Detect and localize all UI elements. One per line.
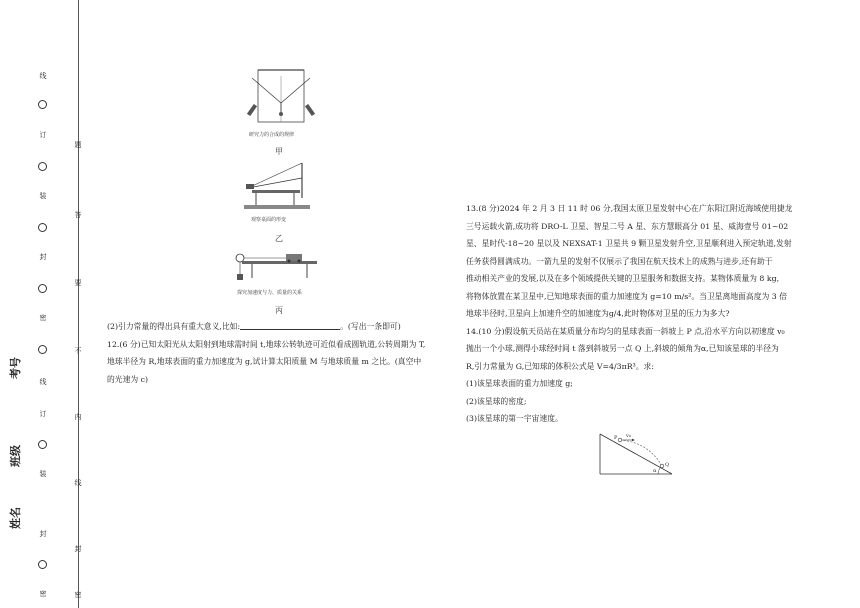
binding-margin <box>0 0 90 608</box>
acceleration-experiment-figure <box>232 250 322 286</box>
q13-line: 13.(8 分)2024 年 2 月 3 日 11 时 06 分,我国太原卫星发射中心在广东阳江附近海域使用捷龙 <box>466 204 793 213</box>
right-questions <box>466 200 811 428</box>
binding-hole <box>38 284 47 293</box>
q11-part2-note: 。(写出一条即可) <box>340 322 401 331</box>
name-label: 姓名 <box>9 507 22 529</box>
binding-hole <box>38 440 47 449</box>
fig1-name: 甲 <box>275 147 283 156</box>
q12-line: 12.(6 分)已知太阳光从太阳射到地球需时间 t,地球公转轨迹可近似看成圆轨道,公转周期为 T, <box>107 339 426 349</box>
force-composition-figure <box>242 68 322 132</box>
seal-char: 线 <box>39 72 47 80</box>
q11-part2 <box>107 318 452 336</box>
seal-char: 订 <box>39 410 47 418</box>
answer-blank[interactable] <box>240 320 340 330</box>
seal-char: 密 <box>74 591 82 599</box>
seal-char: 订 <box>39 131 47 139</box>
q14-sub: (2)该星球的密度; <box>466 396 527 406</box>
class-label: 班级 <box>9 445 22 467</box>
point-q-label: Q <box>665 462 670 468</box>
fig2-caption: 观察桌面的形变 <box>251 217 287 223</box>
binding-hole <box>38 560 47 569</box>
seal-char: 密 <box>39 590 47 598</box>
fig3-caption: 探究加速度与力、质量的关系 <box>237 290 303 296</box>
q13-line: 任务获得圆满成功。一箭九星的发射不仅展示了我国在航天技术上的成熟与进步,还有助于 <box>466 256 773 266</box>
q14-line: R,引力常量为 G,已知球的体积公式是 V=4/3πR³。求: <box>466 361 654 371</box>
left-questions <box>107 318 452 388</box>
incline-figure <box>598 428 674 478</box>
binding-hole <box>38 100 47 109</box>
exam-number-label: 考号 <box>9 357 22 379</box>
seal-char: 装 <box>39 192 47 200</box>
q13-line: 星、星时代-18~20 星以及 NEXSAT-1 卫星共 9 颗卫星发射升空,卫星顺利进入预定轨道,发射 <box>466 239 792 248</box>
seal-char: 装 <box>39 470 47 478</box>
binding-hole <box>38 345 47 354</box>
binding-line <box>78 0 79 608</box>
binding-hole <box>38 162 47 171</box>
point-p-label: P <box>614 435 618 441</box>
seal-char: 线 <box>39 378 47 386</box>
desk-deformation-figure <box>240 160 315 212</box>
seal-char: 封 <box>74 545 82 553</box>
q13-line: 将物体放置在某卫星中,已知地球表面的重力加速度为 g=10 m/s²。当卫星离地面高度为 3 倍 <box>466 291 788 301</box>
binding-hole <box>38 223 47 232</box>
q13-line: 推动相关产业的发展,以及在多个领域提供关键的卫星服务和数据支持。某物体质量为 8 kg, <box>466 274 780 283</box>
seal-char: 题 <box>74 141 82 149</box>
q13-line: 三号运载火箭,成功将 DRO-L 卫星、智星二号 A 星、东方慧眼高分 01 星、威海壹号 01~02 <box>466 221 789 231</box>
velocity-label: v₀ <box>626 433 631 439</box>
q11-part2-prompt: (2)引力常量的得出具有重大意义,比如: <box>107 322 241 331</box>
seal-char: 不 <box>74 347 82 355</box>
angle-label: α <box>653 468 657 474</box>
seal-char: 封 <box>39 253 47 261</box>
q13-line: 地球半径时,卫星向上加速升空的加速度为g/4,此时物体对卫星的压力为多大? <box>466 309 730 318</box>
q12-line: 的光速为 c) <box>107 374 149 384</box>
q14-sub: (1)该星球表面的重力加速度 g; <box>466 379 573 388</box>
seal-char: 密 <box>39 314 47 322</box>
seal-char: 内 <box>74 413 82 421</box>
seal-char: 线 <box>74 479 82 487</box>
fig3-name: 丙 <box>275 306 283 315</box>
fig1-caption: 研究力的合成的规律 <box>249 132 295 138</box>
seal-char: 封 <box>39 530 47 538</box>
q14-line: 14.(10 分)假设航天员站在某质量分布均匀的星球表面一斜坡上 P 点,沿水平方向以初速度 v₀ <box>466 326 785 336</box>
seal-char: 答 <box>74 211 82 219</box>
fig2-name: 乙 <box>275 234 283 243</box>
q12-line: 地球半径为 R,地球表面的重力加速度为 g,试计算太阳质量 M 与地球质量 m 之比。(真空中 <box>107 357 422 366</box>
seal-char: 要 <box>74 279 82 287</box>
q14-sub: (3)该星球的第一宇宙速度。 <box>466 414 563 423</box>
q14-line: 抛出一个小球,测得小球经时间 t 落到斜坡另一点 Q 上,斜坡的倾角为α,已知该星球的半径为 <box>466 344 779 353</box>
